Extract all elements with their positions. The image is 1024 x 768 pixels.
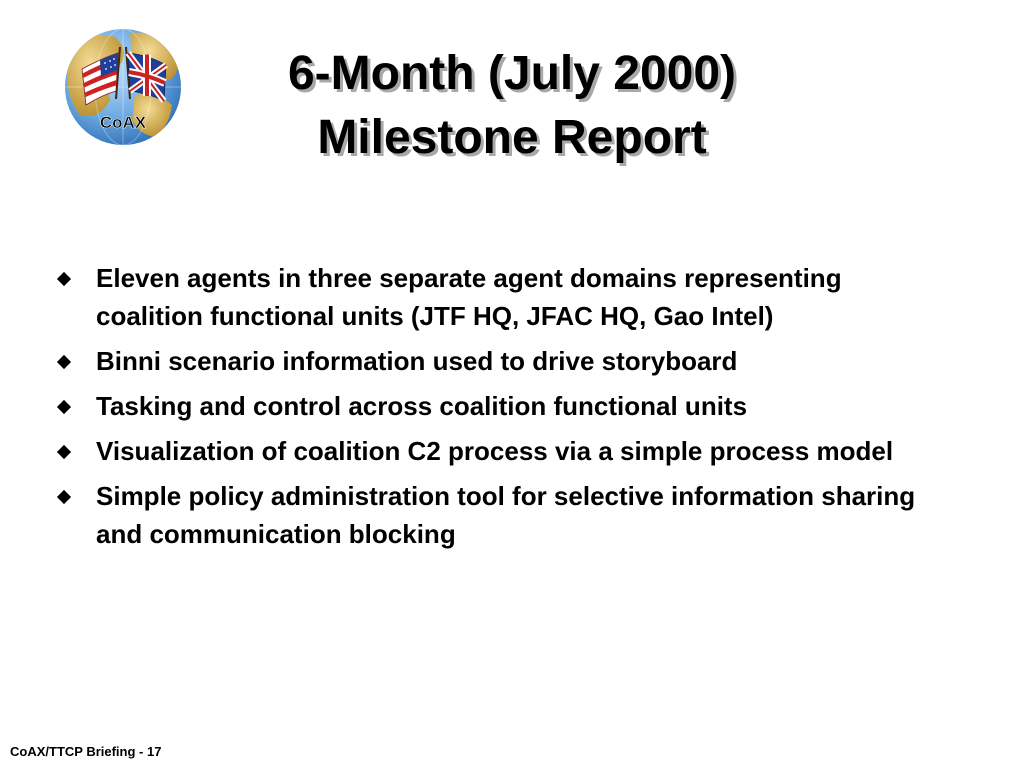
diamond-bullet-icon — [57, 355, 71, 369]
globe-icon — [60, 25, 186, 149]
title-line-1: 6-Month (July 2000) — [287, 47, 737, 100]
bullet-text: Simple policy administration tool for selective information sharing and communication blocking — [96, 481, 916, 549]
logo-text: CoAX — [99, 113, 147, 132]
coax-logo — [60, 25, 186, 149]
diamond-bullet-icon — [57, 490, 71, 504]
diamond-bullet-icon — [57, 272, 71, 286]
list-item — [55, 387, 935, 425]
bullet-text: Visualization of coalition C2 process via a simple process model — [96, 436, 894, 466]
diamond-bullet-icon — [57, 400, 71, 414]
list-item — [55, 477, 935, 553]
title-line-2: Milestone Report — [317, 111, 707, 164]
footer-label: CoAX/TTCP Briefing - 17 — [10, 744, 162, 759]
page-title — [180, 42, 844, 170]
list-item — [55, 432, 935, 470]
list-item — [55, 259, 935, 335]
bullet-text: Eleven agents in three separate agent domains representing coalition functional units (JTF HQ, JFAC HQ, Gao Intel) — [96, 263, 842, 331]
bullet-list — [55, 259, 935, 560]
list-item — [55, 342, 935, 380]
bullet-text: Tasking and control across coalition functional units — [96, 391, 748, 421]
diamond-bullet-icon — [57, 445, 71, 459]
bullet-text: Binni scenario information used to drive storyboard — [96, 346, 738, 376]
